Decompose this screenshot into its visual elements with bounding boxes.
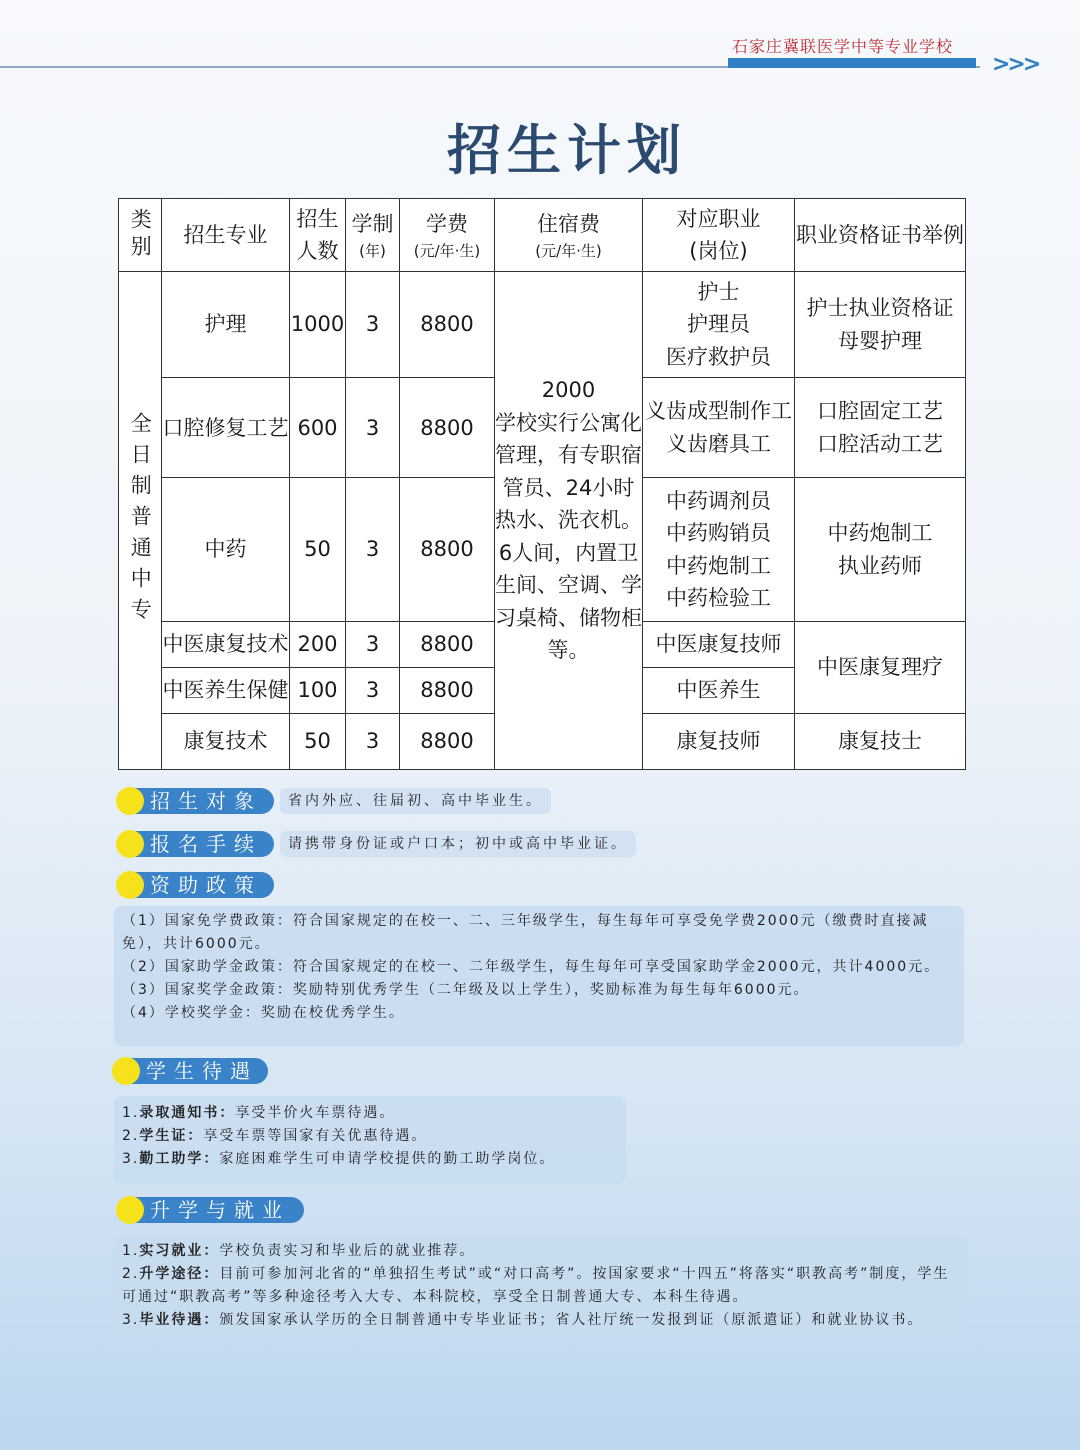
header-cert: 职业资格证书举例	[795, 199, 966, 272]
list-item: 2.升学途径：目前可参加河北省的“单独招生考试”或“对口高考”。按国家要求“十四五”将落实“职教高考”制度，学生可通过“职教高考”等多种途径考入大专、本科院校，享受全日制普通大专、本科生待遇。	[122, 1266, 950, 1305]
major-cell: 口腔修复工艺	[162, 378, 290, 478]
aid-box	[114, 906, 964, 1046]
section-label-benefits: 学生待遇	[116, 1058, 268, 1084]
count-cell: 50	[290, 478, 346, 621]
fee-cell: 8800	[400, 713, 495, 769]
list-item: 3.勤工助学：家庭困难学生可申请学校提供的勤工助学岗位。	[122, 1151, 556, 1167]
major-cell: 中药	[162, 478, 290, 621]
job-cell: 护士 护理员 医疗救护员	[643, 272, 795, 378]
job-cell: 中医康复技师	[643, 621, 795, 667]
years-cell: 3	[346, 378, 400, 478]
list-item: 1.录取通知书：享受半价火车票待遇。	[122, 1105, 396, 1121]
header-job: 对应职业 (岗位)	[643, 199, 795, 272]
header-accent-bar	[728, 58, 976, 68]
major-cell: 中医康复技术	[162, 621, 290, 667]
section-label-register: 报名手续	[120, 831, 274, 857]
bullet-dot-icon	[116, 787, 144, 815]
category-cell: 全日制普通中专	[119, 272, 162, 770]
count-cell: 600	[290, 378, 346, 478]
list-item: 3.毕业待遇：颁发国家承认学历的全日制普通中专毕业证书；省人社厅统一发报到证（原派遣证）和就业协议书。	[122, 1312, 924, 1328]
bullet-dot-icon	[116, 871, 144, 899]
job-cell: 中医养生	[643, 667, 795, 713]
years-cell: 3	[346, 478, 400, 621]
years-cell: 3	[346, 272, 400, 378]
cert-cell: 口腔固定工艺 口腔活动工艺	[795, 378, 966, 478]
bullet-dot-icon	[112, 1057, 140, 1085]
fee-cell: 8800	[400, 621, 495, 667]
cert-cell: 护士执业资格证 母婴护理	[795, 272, 966, 378]
benefits-box	[114, 1096, 626, 1184]
header-years: 学制 (年)	[346, 199, 400, 272]
page-title: 招生计划	[447, 119, 687, 182]
years-cell: 3	[346, 713, 400, 769]
cert-cell: 康复技士	[795, 713, 966, 769]
years-cell: 3	[346, 667, 400, 713]
job-cell: 康复技师	[643, 713, 795, 769]
header-fee: 学费 (元/年·生)	[400, 199, 495, 272]
table-row	[119, 272, 966, 378]
major-cell: 中医养生保健	[162, 667, 290, 713]
dorm-fee: 2000	[541, 378, 596, 403]
fee-cell: 8800	[400, 272, 495, 378]
aid-line: （4）学校奖学金：奖励在校优秀学生。	[122, 1005, 405, 1021]
school-name: 石家庄冀联医学中等专业学校	[732, 37, 954, 56]
section-label-aid: 资助政策	[120, 872, 274, 898]
job-cell: 义齿成型制作工 义齿磨具工	[643, 378, 795, 478]
list-item: 1.实习就业：学校负责实习和毕业后的就业推荐。	[122, 1243, 476, 1259]
years-cell: 3	[346, 621, 400, 667]
count-cell: 100	[290, 667, 346, 713]
section-label-career: 升学与就业	[120, 1197, 304, 1223]
aid-line: （2）国家助学金政策：符合国家规定的在校一、二年级学生，每生每年可享受国家助学金2000元，共计4000元。	[122, 959, 941, 975]
count-cell: 50	[290, 713, 346, 769]
fee-cell: 8800	[400, 478, 495, 621]
aid-line: （3）国家奖学金政策：奖励特别优秀学生（二年级及以上学生），奖励标准为每生每年6000元。	[122, 982, 810, 998]
aid-line: （1）国家免学费政策：符合国家规定的在校一、二、三年级学生，每生每年可享受免学费2000元（缴费时直接减免），共计6000元。	[122, 913, 929, 952]
header-major: 招生专业	[162, 199, 290, 272]
bullet-dot-icon	[116, 1196, 144, 1224]
header-category: 类别	[119, 199, 162, 272]
cert-cell: 中药炮制工 执业药师	[795, 478, 966, 621]
chevrons-icon: >>>	[992, 52, 1039, 77]
major-cell: 护理	[162, 272, 290, 378]
enrollment-table	[118, 198, 966, 770]
list-item: 2.学生证：享受车票等国家有关优惠待遇。	[122, 1128, 428, 1144]
bullet-dot-icon	[116, 830, 144, 858]
target-text: 省内外应、往届初、高中毕业生。	[280, 788, 551, 814]
job-cell: 中药调剂员 中药购销员 中药炮制工 中药检验工	[643, 478, 795, 621]
fee-cell: 8800	[400, 378, 495, 478]
table-header-row	[119, 199, 966, 272]
count-cell: 200	[290, 621, 346, 667]
dorm-note: 学校实行公寓化管理，有专职宿管员、24小时热水、洗衣机。6人间，内置卫生间、空调、学习桌椅、储物柜等。	[495, 410, 642, 663]
header-dorm: 住宿费 (元/年·生)	[495, 199, 643, 272]
career-box	[114, 1236, 968, 1336]
cert-cell: 中医康复理疗	[795, 621, 966, 713]
fee-cell: 8800	[400, 667, 495, 713]
count-cell: 1000	[290, 272, 346, 378]
header-count: 招生 人数	[290, 199, 346, 272]
dorm-cell	[495, 272, 643, 770]
register-text: 请携带身份证或户口本；初中或高中毕业证。	[280, 831, 636, 857]
section-label-target: 招生对象	[120, 788, 274, 814]
major-cell: 康复技术	[162, 713, 290, 769]
